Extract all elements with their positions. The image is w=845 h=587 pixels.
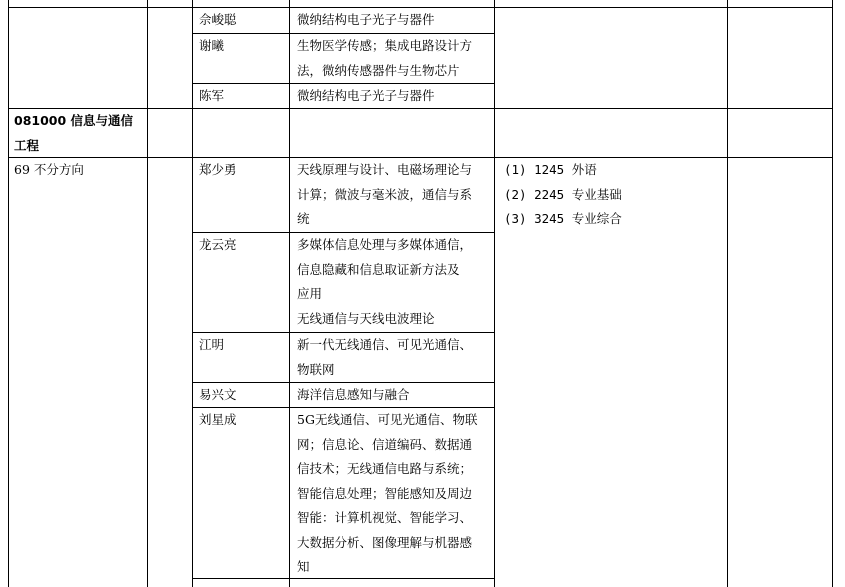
- research-line: 智能信息处理；智能感知及周边: [297, 485, 473, 501]
- research-line: 生物医学传感；集成电路设计方: [297, 38, 473, 53]
- research-line: 无线通信与天线电波理论: [297, 310, 435, 326]
- direction-label: 69 不分方向: [14, 162, 84, 177]
- research-line: 统: [297, 211, 310, 226]
- supervisor-name: 佘峻聪: [199, 12, 237, 27]
- research-line: 网；信息论、信道编码、数据通: [297, 436, 473, 452]
- grid-line: [147, 0, 148, 587]
- supervisor-name: 刘星成: [199, 412, 237, 427]
- grid-line: [192, 578, 495, 579]
- research-line: 信技术；无线通信电路与系统；: [297, 461, 473, 476]
- research-line: 信息隐藏和信息取证新方法及: [297, 261, 460, 277]
- supervisor-name: 易兴文: [199, 387, 237, 402]
- supervisor-name: 陈军: [199, 88, 225, 103]
- supervisor-name: 郑少勇: [199, 162, 237, 177]
- research-line: 新一代无线通信、可见光通信、: [297, 337, 473, 352]
- discipline-title: 081000 信息与通信: [14, 113, 134, 128]
- research-line: 应用: [297, 286, 323, 301]
- grid-line: [289, 0, 290, 587]
- research-line: 物联网: [297, 361, 335, 377]
- grid-line: [494, 0, 495, 587]
- supervisor-name: 龙云亮: [199, 237, 237, 252]
- research-line: 微纳结构电子光子与器件: [297, 12, 435, 27]
- discipline-title: 工程: [14, 137, 40, 153]
- research-line: 多媒体信息处理与多媒体通信，: [297, 237, 473, 252]
- research-line: 法，微纳传感器件与生物芯片: [297, 62, 460, 78]
- exam-subject: (1) 1245 外语: [504, 162, 597, 177]
- exam-subject: (2) 2245 专业基础: [504, 186, 622, 202]
- research-line: 计算；微波与毫米波，通信与系: [297, 186, 473, 202]
- research-line: 知: [297, 559, 310, 574]
- research-line: 5G无线通信、可见光通信、物联: [297, 412, 478, 427]
- supervisor-name: 谢曦: [199, 38, 225, 53]
- supervisor-name: 江明: [199, 337, 225, 352]
- research-line: 智能：计算机视觉、智能学习、: [297, 510, 473, 525]
- research-line: 大数据分析、图像理解与机器感: [297, 534, 473, 550]
- grid-line: [832, 0, 833, 587]
- grid-line: [192, 0, 193, 587]
- research-line: 海洋信息感知与融合: [297, 387, 410, 402]
- grid-line: [8, 0, 9, 587]
- grid-line: [727, 0, 728, 587]
- research-line: 天线原理与设计、电磁场理论与: [297, 162, 473, 177]
- research-line: 微纳结构电子光子与器件: [297, 88, 435, 103]
- exam-subject: (3) 3245 专业综合: [504, 211, 622, 226]
